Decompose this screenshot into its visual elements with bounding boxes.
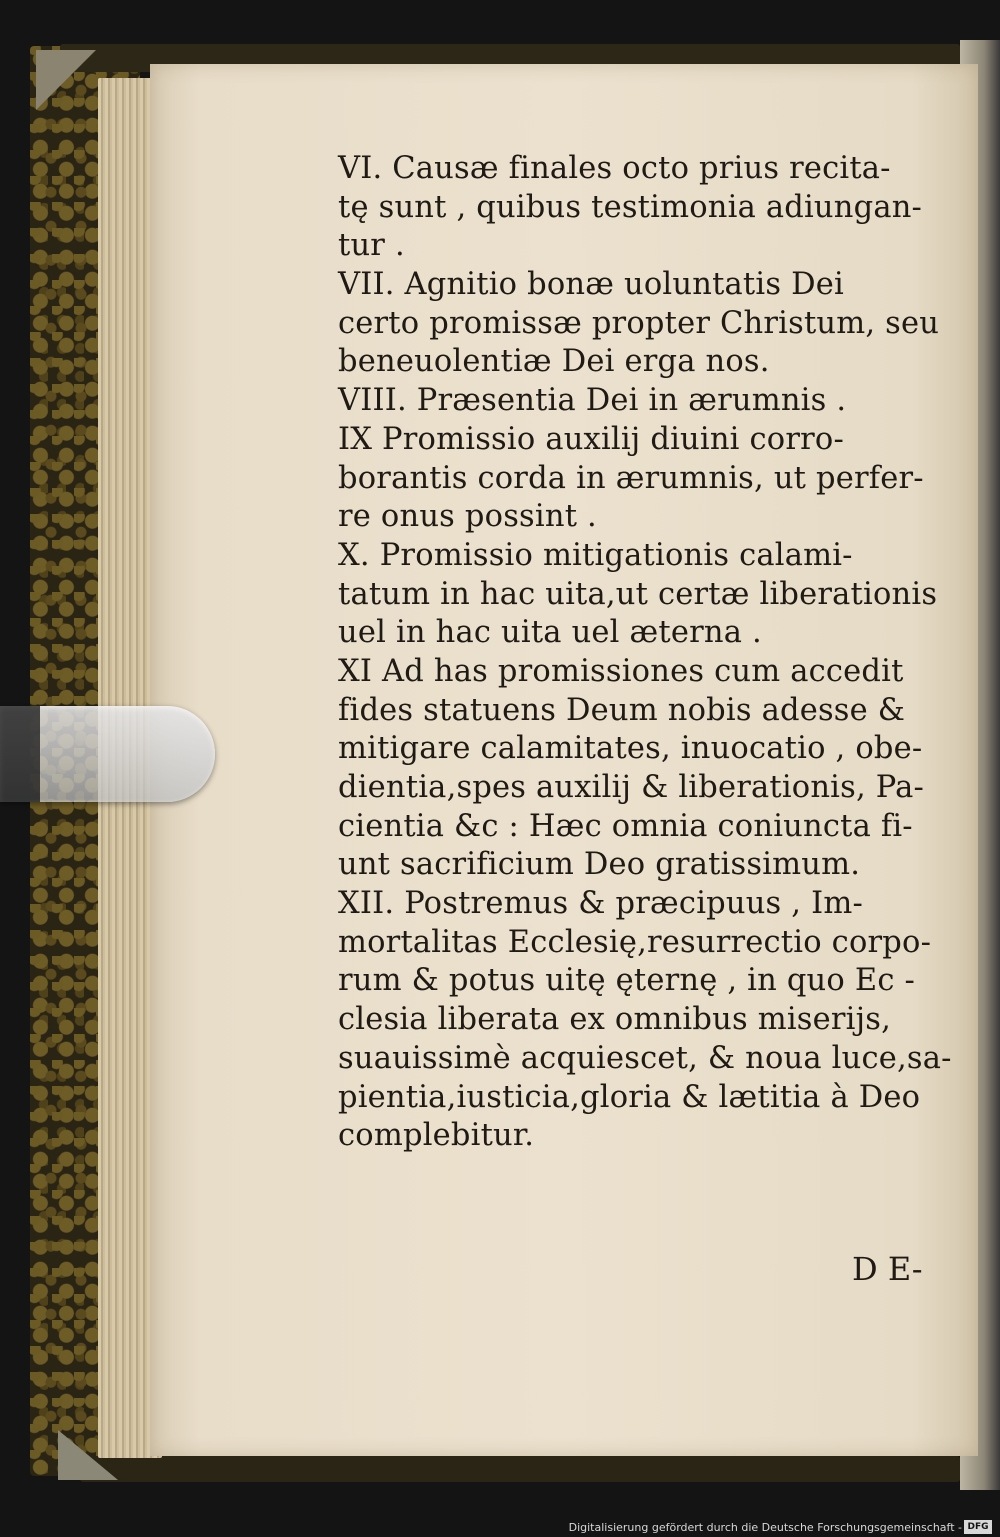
text-line: IX Promissio auxilij diuini corro- (338, 421, 844, 457)
text-line: fides statuens Deum nobis adesse & (338, 692, 906, 728)
text-line: VII. Agnitio bonæ uoluntatis Dei (338, 267, 844, 303)
text-line: complebitur. (338, 1118, 535, 1154)
text-line: dientia,spes auxilij & liberationis, Pa- (338, 770, 925, 805)
text-line: uel in hac uita uel æterna . (338, 615, 762, 651)
text-line: VIII. Præsentia Dei in ærumnis . (338, 383, 847, 419)
funding-credit: Digitalisierung gefördert durch die Deutsche Forschungsgemeinschaft - (568, 1521, 962, 1534)
text-line: borantis corda in ærumnis, ut perfer- (338, 460, 924, 496)
text-line: pientia,iusticia,gloria & lætitia à Deo (338, 1079, 921, 1115)
text-line: XII. Postremus & præcipuus , Im- (338, 886, 863, 922)
text-line: unt sacrificium Deo gratissimum. (338, 847, 861, 883)
page-clip-band (0, 706, 215, 802)
text-line: tatum in hac uita,ut certæ liberationis (338, 576, 938, 612)
text-line: mortalitas Ecclesię,resurrectio corpo- (338, 924, 932, 960)
text-line: clesia liberata ex omnibus miserijs, (338, 1002, 892, 1038)
text-line: rum & potus uitę ęternę , in quo Ec - (338, 963, 915, 999)
text-line: X. Promissio mitigationis calami- (338, 537, 853, 573)
catchword: D E- (852, 1250, 923, 1288)
text-line: cientia &c : Hæc omnia coniuncta fi- (338, 808, 913, 844)
text-line: tę sunt , quibus testimonia adiungan- (338, 189, 923, 225)
text-line: tur . (338, 228, 405, 264)
text-line: re onus possint . (338, 499, 597, 535)
text-line: certo promissæ propter Christum, seu (338, 305, 940, 341)
page-text (338, 150, 952, 1156)
dfg-logo: DFG (964, 1520, 992, 1534)
text-line: suauissimè acquiescet, & noua luce,sa- (338, 1040, 952, 1076)
text-line: XI Ad has promissiones cum accedit (338, 653, 904, 689)
text-line: mitigare calamitates, inuocatio , obe- (338, 731, 923, 767)
text-line: beneuolentiæ Dei erga nos. (338, 344, 770, 380)
board-bottom-edge (80, 1456, 960, 1482)
text-line: VI. Causæ finales octo prius recita- (338, 151, 891, 186)
